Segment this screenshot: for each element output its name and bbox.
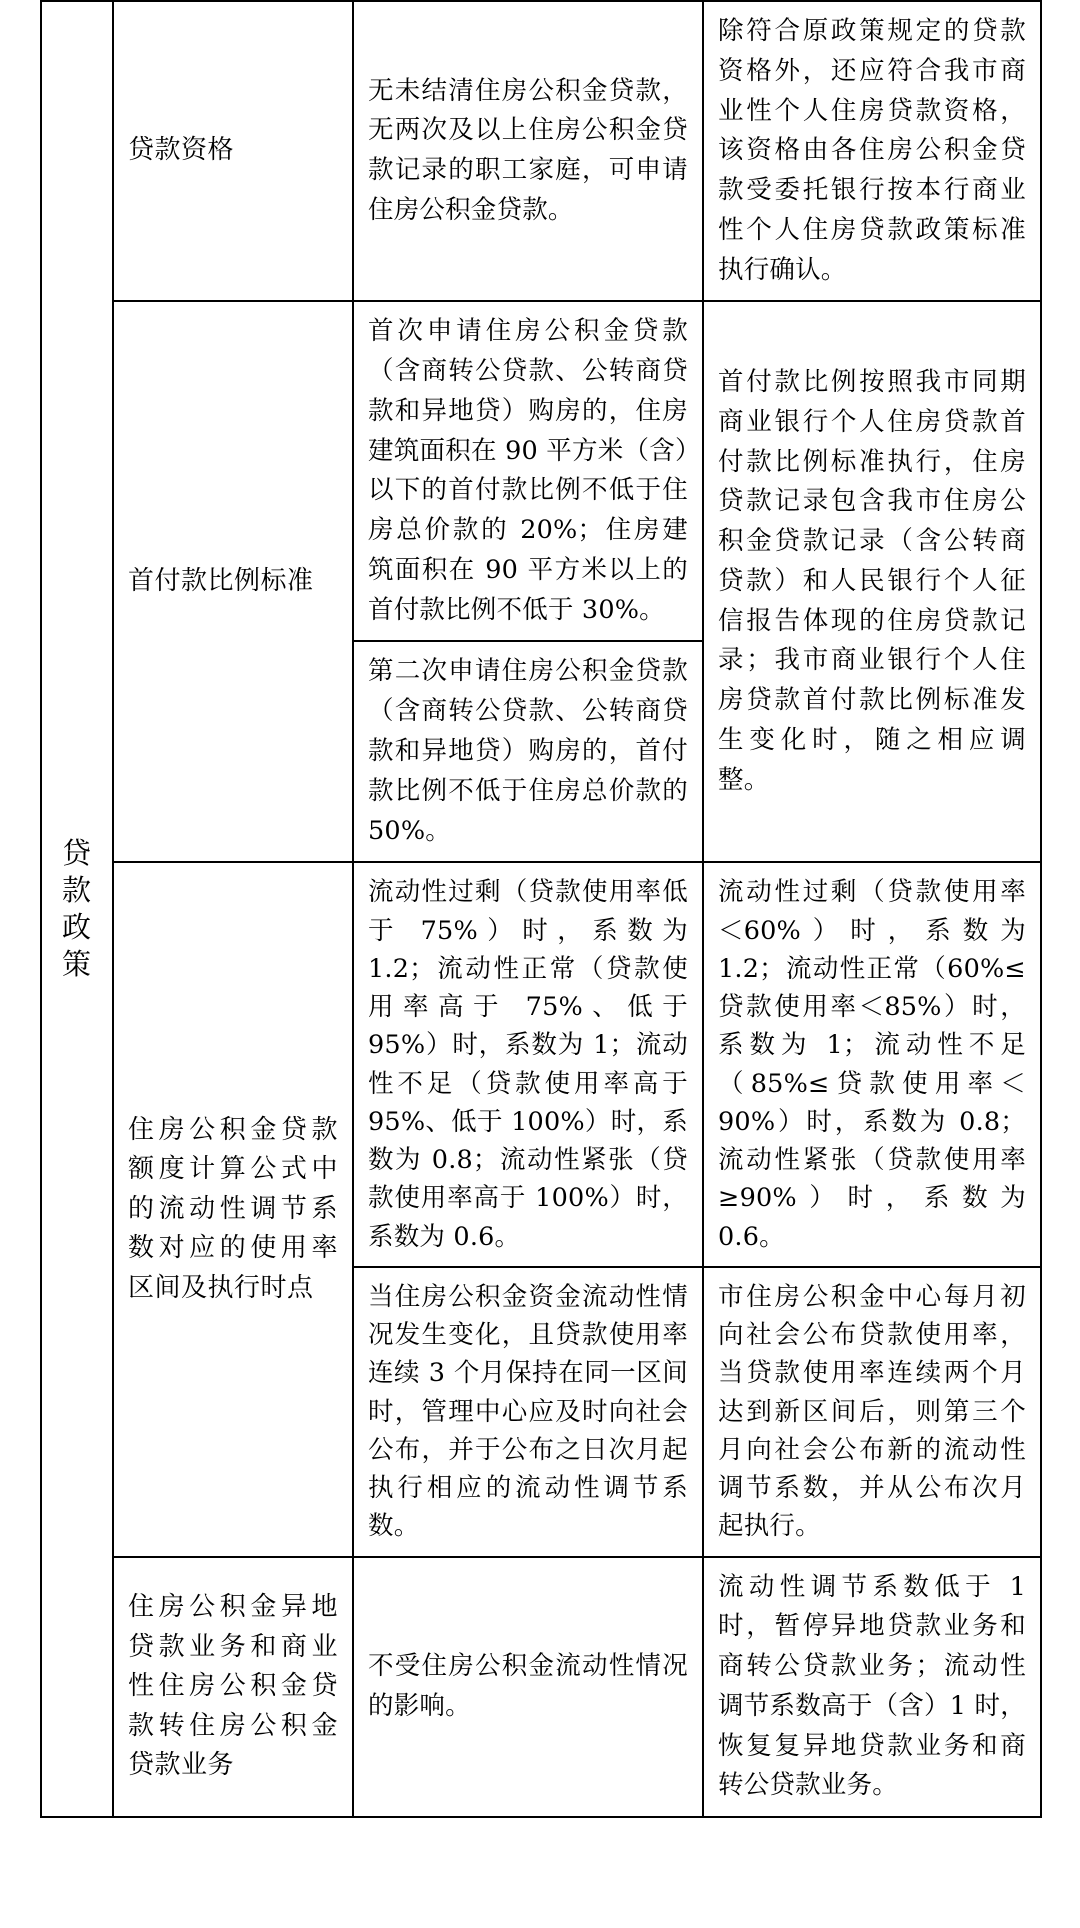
table-row	[41, 1557, 1041, 1818]
item-cell-liquidity-coefficient: 住房公积金贷款额度计算公式中的流动性调节系数对应的使用率区间及执行时点	[113, 862, 353, 1556]
category-label: 贷 款 政 策	[61, 835, 92, 982]
item-cell-loan-qualification: 贷款资格	[113, 1, 353, 301]
table-row	[41, 862, 1041, 1267]
right-cell-intercity-loan: 流动性调节系数低于 1 时，暂停异地贷款业务和商转公贷款业务；流动性调节系数高于（含）1 时，恢复复异地贷款业务和商转公贷款业务。	[703, 1557, 1041, 1818]
middle-cell-downpayment-first: 首次申请住房公积金贷款（含商转公贷款、公转商贷款和异地贷）购房的，住房建筑面积在 90 平方米（含）以下的首付款比例不低于住房总价款的 20%；住房建筑面积在 90 平方米以上的首付款比例不低于 30%。	[353, 301, 703, 641]
right-cell-liquidity-ranges: 流动性过剩（贷款使用率＜60%）时，系数为 1.2；流动性正常（60%≤贷款使用率＜85%）时，系数为 1；流动性不足（85%≤贷款使用率＜90%）时，系数为 0.8；流动性紧张（贷款使用率≥90%）时，系数为 0.6。	[703, 862, 1041, 1267]
right-cell-liquidity-timing: 市住房公积金中心每月初向社会公布贷款使用率，当贷款使用率连续两个月达到新区间后，则第三个月向社会公布新的流动性调节系数，并从公布次月起执行。	[703, 1267, 1041, 1557]
item-cell-downpayment-standard: 首付款比例标准	[113, 301, 353, 862]
table-row	[41, 301, 1041, 641]
middle-cell-liquidity-ranges: 流动性过剩（贷款使用率低于 75%）时，系数为 1.2；流动性正常（贷款使用率高于 75%、低于 95%）时，系数为 1；流动性不足（贷款使用率高于 95%、低于 100%）时，系数为 0.8；流动性紧张（贷款使用率高于 100%）时，系数为 0.6。	[353, 862, 703, 1267]
table-row	[41, 1, 1041, 301]
category-cell	[41, 1, 113, 1817]
right-cell-loan-qualification: 除符合原政策规定的贷款资格外，还应符合我市商业性个人住房贷款资格，该资格由各住房公积金贷款受委托银行按本行商业性个人住房贷款政策标准执行确认。	[703, 1, 1041, 301]
loan-policy-table	[40, 0, 1042, 1818]
middle-cell-liquidity-timing: 当住房公积金资金流动性情况发生变化，且贷款使用率连续 3 个月保持在同一区间时，管理中心应及时向社会公布，并于公布之日次月起执行相应的流动性调节系数。	[353, 1267, 703, 1557]
middle-cell-downpayment-second: 第二次申请住房公积金贷款（含商转公贷款、公转商贷款和异地贷）购房的，首付款比例不低于住房总价款的 50%。	[353, 641, 703, 862]
middle-cell-intercity-loan: 不受住房公积金流动性情况的影响。	[353, 1557, 703, 1818]
item-cell-intercity-loan: 住房公积金异地贷款业务和商业性住房公积金贷款转住房公积金贷款业务	[113, 1557, 353, 1818]
middle-cell-loan-qualification: 无未结清住房公积金贷款，无两次及以上住房公积金贷款记录的职工家庭，可申请住房公积金贷款。	[353, 1, 703, 301]
right-cell-downpayment: 首付款比例按照我市同期商业银行个人住房贷款首付款比例标准执行，住房贷款记录包含我市住房公积金贷款记录（含公转商贷款）和人民银行个人征信报告体现的住房贷款记录；我市商业银行个人住房贷款首付款比例标准发生变化时，随之相应调整。	[703, 301, 1041, 862]
